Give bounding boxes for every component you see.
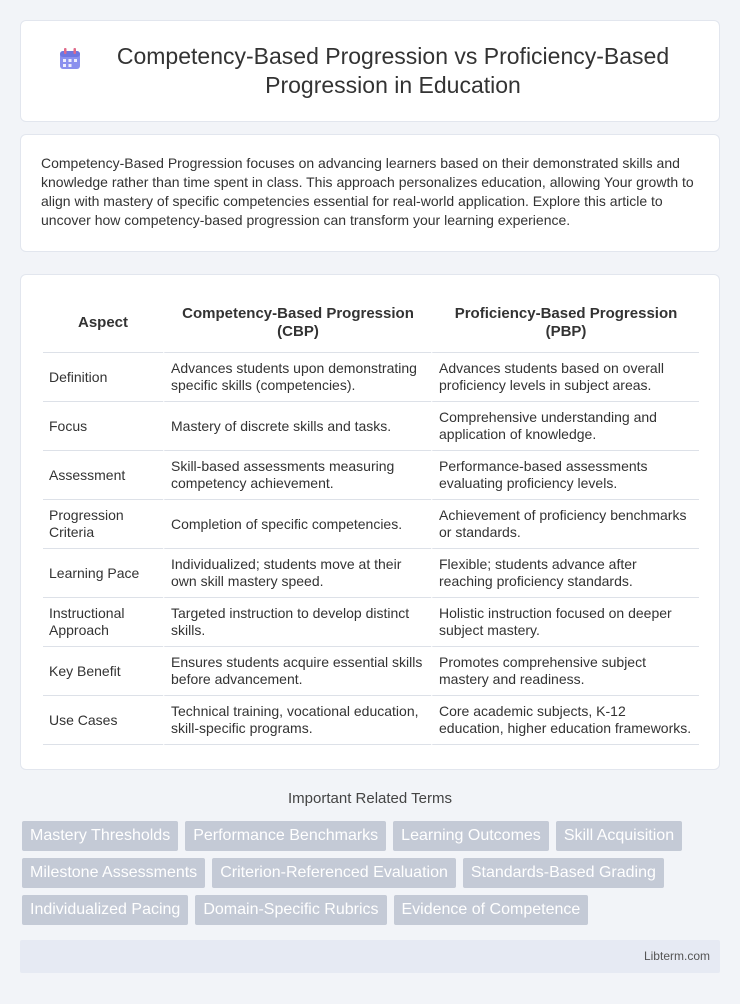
table-row [43, 451, 699, 500]
cbp-cell: Targeted instruction to develop distinct skills. [163, 598, 431, 647]
pbp-cell: Core academic subjects, K-12 education, higher education frameworks. [431, 696, 699, 745]
footer-site-link[interactable]: Libterm.com [643, 949, 710, 963]
intro-paragraph: Competency-Based Progression focuses on advancing learners based on their demonstrated skills and knowledge rather than time spent in class. This approach personalizes education, allowing Your growth to align with mastery of specific competencies essential for real-world application. Explore this article to uncover how competency-based progression can transform your learning experience. [41, 155, 694, 228]
term-tag[interactable]: Individualized Pacing [22, 895, 188, 925]
page-title: Competency-Based Progression vs Proficiency-Based Progression in Education [116, 43, 670, 98]
aspect-cell: Key Benefit [43, 647, 163, 696]
table-row [43, 500, 699, 549]
comparison-table [43, 293, 699, 745]
pbp-cell: Performance-based assessments evaluating proficiency levels. [431, 451, 699, 500]
aspect-cell: Assessment [43, 451, 163, 500]
header-pbp: Proficiency-Based Progression (PBP) [431, 293, 699, 353]
pbp-cell: Advances students based on overall proficiency levels in subject areas. [431, 353, 699, 402]
title-wrap [57, 42, 683, 100]
term-row [22, 858, 722, 888]
aspect-cell: Learning Pace [43, 549, 163, 598]
cbp-cell: Advances students upon demonstrating specific skills (competencies). [163, 353, 431, 402]
table-row [43, 402, 699, 451]
table-row [43, 696, 699, 745]
term-tag[interactable]: Milestone Assessments [22, 858, 205, 888]
related-terms-heading: Important Related Terms [288, 790, 452, 807]
cbp-cell: Skill-based assessments measuring competency achievement. [163, 451, 431, 500]
term-tag[interactable]: Domain-Specific Rubrics [195, 895, 386, 925]
term-tag[interactable]: Mastery Thresholds [22, 821, 178, 851]
cbp-cell: Mastery of discrete skills and tasks. [163, 402, 431, 451]
term-tag[interactable]: Standards-Based Grading [463, 858, 664, 888]
table-row [43, 549, 699, 598]
term-tag[interactable]: Performance Benchmarks [185, 821, 386, 851]
term-row [22, 821, 722, 851]
related-terms [22, 821, 722, 932]
aspect-cell: Focus [43, 402, 163, 451]
header-aspect: Aspect [43, 293, 163, 353]
cbp-cell: Technical training, vocational education, skill-specific programs. [163, 696, 431, 745]
term-tag[interactable]: Learning Outcomes [393, 821, 549, 851]
aspect-cell: Use Cases [43, 696, 163, 745]
term-tag[interactable]: Criterion-Referenced Evaluation [212, 858, 456, 888]
title-card [20, 20, 720, 122]
table-row [43, 647, 699, 696]
cbp-cell: Individualized; students move at their own skill mastery speed. [163, 549, 431, 598]
pbp-cell: Holistic instruction focused on deeper subject mastery. [431, 598, 699, 647]
footer [20, 940, 720, 973]
term-row [22, 895, 722, 925]
table-header-row [43, 293, 699, 353]
pbp-cell: Achievement of proficiency benchmarks or standards. [431, 500, 699, 549]
aspect-cell: Progression Criteria [43, 500, 163, 549]
comparison-table-card [20, 274, 720, 770]
pbp-cell: Comprehensive understanding and application of knowledge. [431, 402, 699, 451]
table-row [43, 353, 699, 402]
calendar-icon [57, 46, 83, 72]
term-tag[interactable]: Skill Acquisition [556, 821, 682, 851]
intro-card [20, 134, 720, 252]
header-cbp: Competency-Based Progression (CBP) [163, 293, 431, 353]
pbp-cell: Flexible; students advance after reaching proficiency standards. [431, 549, 699, 598]
cbp-cell: Completion of specific competencies. [163, 500, 431, 549]
cbp-cell: Ensures students acquire essential skills before advancement. [163, 647, 431, 696]
aspect-cell: Definition [43, 353, 163, 402]
table-row [43, 598, 699, 647]
term-tag[interactable]: Evidence of Competence [394, 895, 589, 925]
aspect-cell: Instructional Approach [43, 598, 163, 647]
pbp-cell: Promotes comprehensive subject mastery and readiness. [431, 647, 699, 696]
